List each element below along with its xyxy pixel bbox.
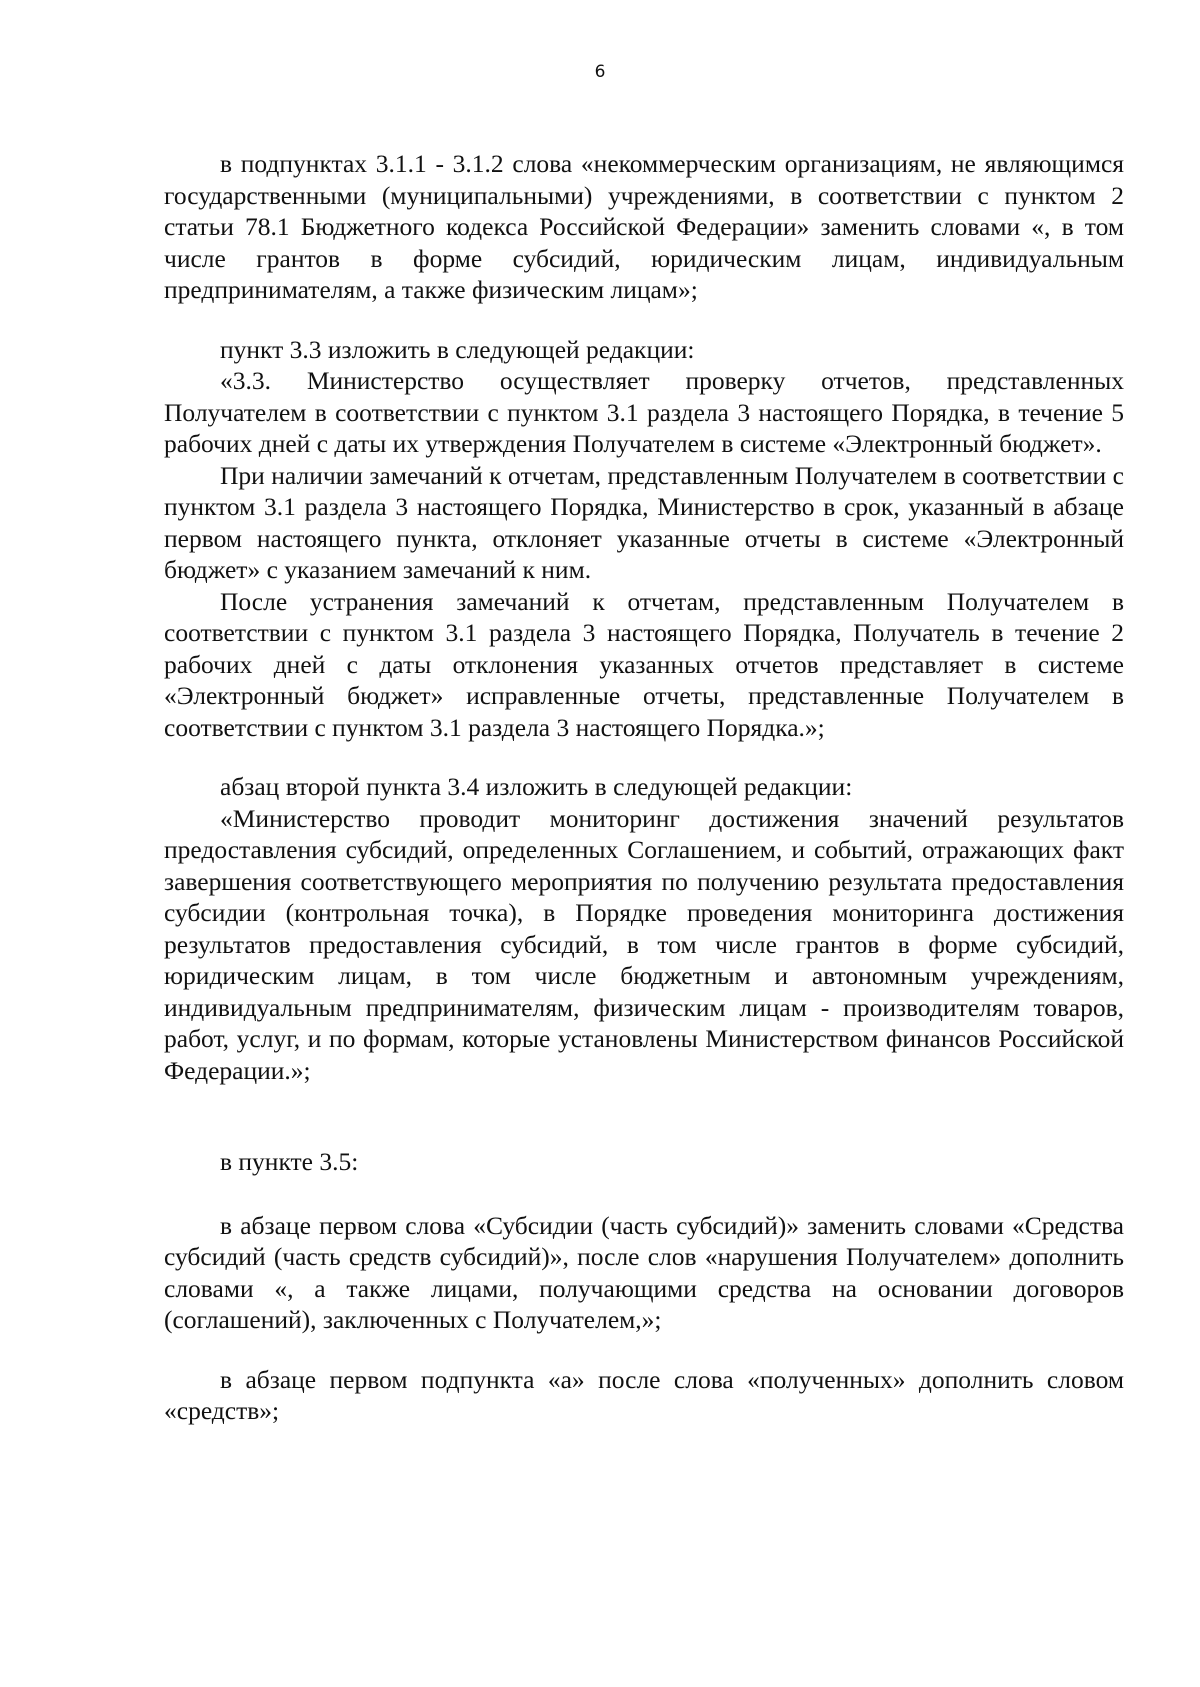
paragraph-first-abzac: в абзаце первом слова «Субсидии (часть субсидий)» заменить словами «Средства субсидий (часть средств субсидий)», после слов «нарушения Получателем» дополнить словами «, а также лицами, получающими средства на основании договоров (соглашений), заключенных с Получателем,»; [164,1210,1124,1334]
paragraph-remarks: При наличии замечаний к отчетам, представленным Получателем в соответствии с пунктом 3.1 раздела 3 настоящего Порядка, Министерство в срок, указанный в абзаце первом настоящего пункта, отклоняет указанные отчеты в системе «Электронный бюджет» с указанием замечаний к ним. [164,460,1124,584]
paragraph-point-3-3-text: «3.3. Министерство осуществляет проверку отчетов, представленных Получателем в соответствии с пунктом 3.1 раздела 3 настоящего Порядка, в течение 5 рабочих дней с даты их утверждения Получателем в системе «Электронный бюджет». [164,366,1124,458]
paragraph-point-3-3-intro: пункт 3.3 изложить в следующей редакции: [220,334,695,364]
paragraph-subpoint-a: в абзаце первом подпункта «а» после слова «полученных» дополнить словом «средств»; [164,1364,1124,1425]
paragraph-monitoring: «Министерство проводит мониторинг достижения значений результатов предоставления субсидий, определенных Соглашением, и событий, отражающих факт завершения соответствующего мероприятия по получению результата предоставления субсидии (контрольная точка), в Порядке проведения мониторинга достижения результатов предоставления субсидий, в том числе грантов в форме субсидий, юридическим лицам, в том числе бюджетным и автономным учреждениям, индивидуальным предпринимателям, физическим лицам - производителям товаров, работ, услуг, и по формам, которые установлены Министерством финансов Российской Федерации.»; [164,803,1124,1085]
paragraph-point-3-5: в пункте 3.5: [220,1147,359,1176]
paragraph-point-3-4-intro: абзац второй пункта 3.4 изложить в следующей редакции: [220,772,853,801]
paragraph-subpoints-3-1-1: в подпунктах 3.1.1 - 3.1.2 слова «некоммерческим организациям, не являющимся государственными (муниципальными) учреждениями, в соответствии с пунктом 2 статьи 78.1 Бюджетного кодекса Российской Федерации» заменить словами «, в том числе грантов в форме субсидий, юридическим лицам, индивидуальным предпринимателям, а также физическим лицам»; [164,149,1124,304]
page-number: 6 [594,62,606,82]
paragraph-after-remarks: После устранения замечаний к отчетам, представленным Получателем в соответствии с пунктом 3.1 раздела 3 настоящего Порядка, Получатель в течение 2 рабочих дней с даты отклонения указанных отчетов представляет в системе «Электронный бюджет» исправленные отчеты, представленные Получателем в соответствии с пунктом 3.1 раздела 3 настоящего Порядка.»; [164,586,1124,742]
document-body [164,148,1124,1427]
